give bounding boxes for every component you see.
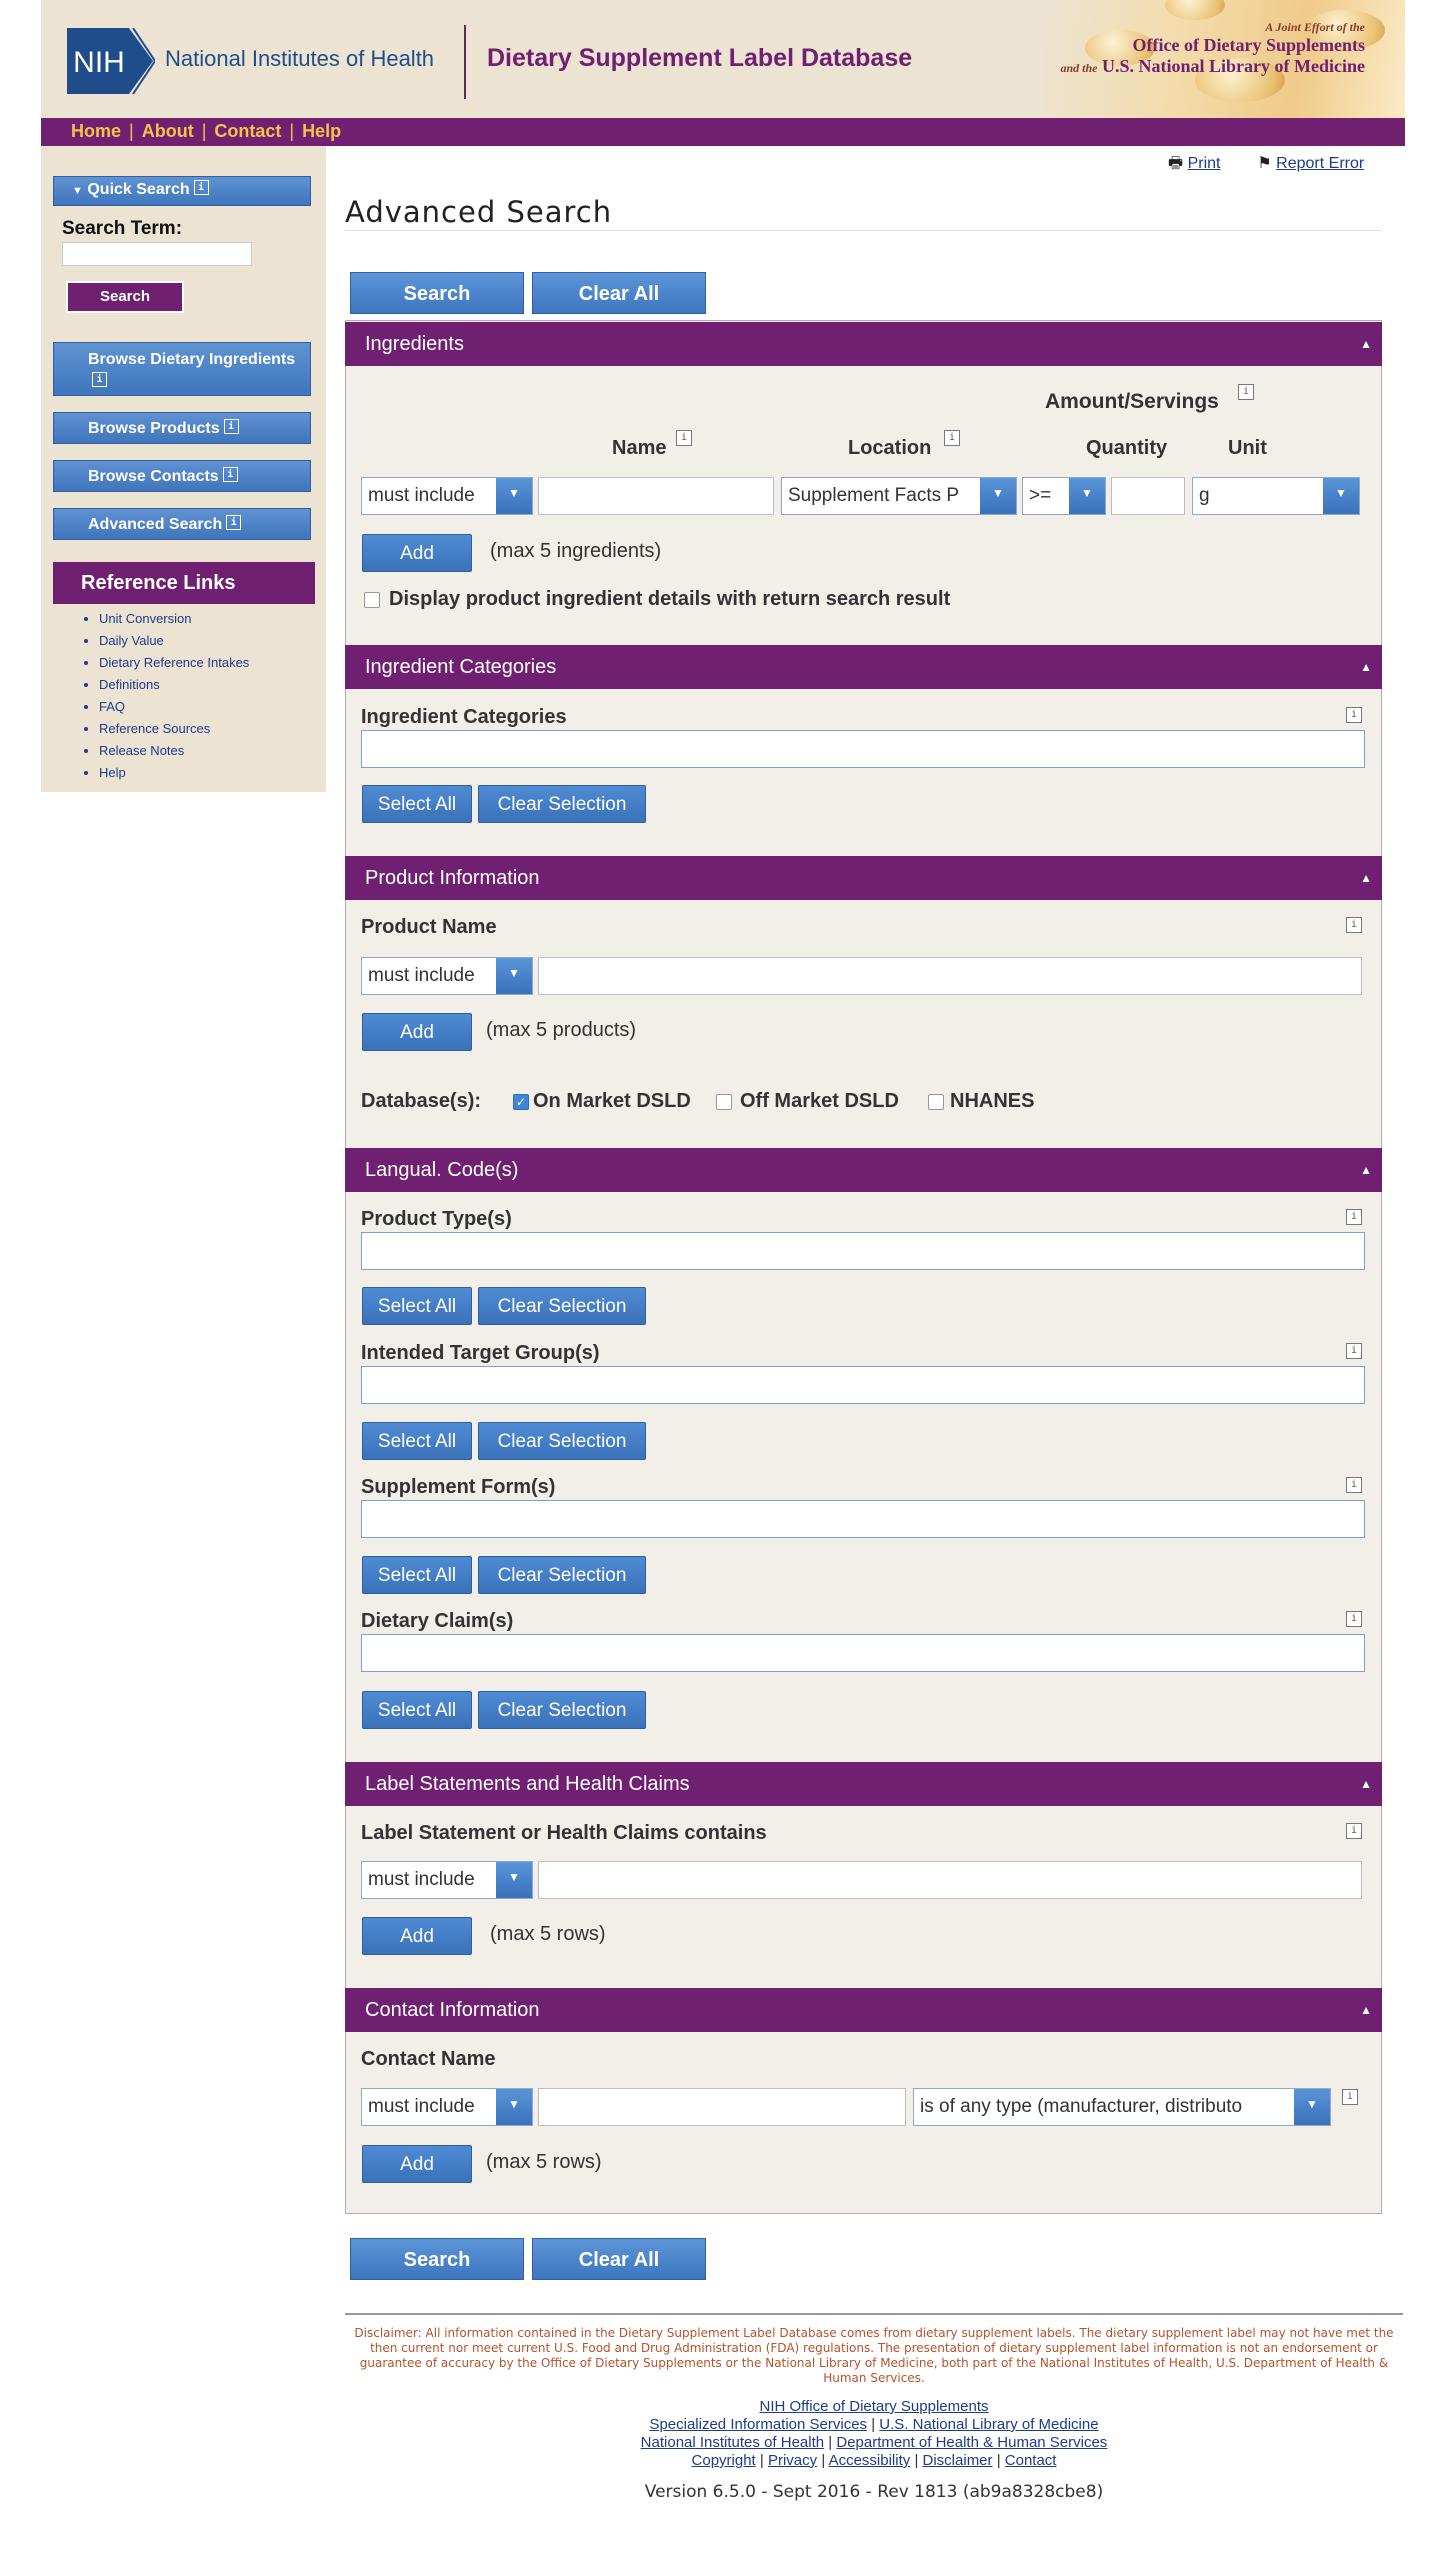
label-statements-section-title: Label Statements and Health Claims	[365, 1773, 690, 1795]
title-divider	[345, 230, 1381, 231]
reference-link[interactable]: • Dietary Reference Intakes	[99, 652, 249, 674]
clear-all-button-top[interactable]: Clear All	[532, 272, 706, 314]
chevron-down-icon: ▼	[496, 1862, 532, 1898]
max-label-rows-note: (max 5 rows)	[490, 1923, 606, 1945]
footer-link-nlm[interactable]: U.S. National Library of Medicine	[879, 2416, 1099, 2433]
label-statement-label: Label Statement or Health Claims contains	[361, 1822, 767, 1844]
supplement-forms-label: Supplement Form(s)	[361, 1476, 556, 1498]
select-all-dietary-claims-button[interactable]: Select All	[362, 1691, 472, 1729]
footer-link-accessibility[interactable]: Accessibility	[828, 2452, 911, 2469]
footer-link-sis[interactable]: Specialized Information Services	[649, 2416, 868, 2433]
footer-links	[345, 2398, 1403, 2470]
info-icon[interactable]: i	[1346, 1611, 1362, 1627]
ingredient-name-input[interactable]	[538, 477, 774, 515]
utility-links	[1168, 152, 1364, 179]
select-all-categories-button[interactable]: Select All	[362, 785, 472, 823]
ingredient-categories-field[interactable]	[361, 730, 1365, 768]
supplement-forms-field[interactable]	[361, 1500, 1365, 1538]
product-information-section-title: Product Information	[365, 867, 540, 889]
info-icon[interactable]: i	[224, 419, 239, 434]
add-product-button[interactable]: Add	[362, 1013, 472, 1051]
info-icon[interactable]: i	[1346, 1209, 1362, 1225]
label-statement-include-select[interactable]	[361, 1861, 533, 1899]
browse-products-button[interactable]	[53, 412, 311, 444]
contact-type-value: is of any type (manufacturer, distributo	[920, 2096, 1243, 2117]
footer-link-copyright[interactable]: Copyright	[691, 2452, 756, 2469]
reference-link[interactable]: • Definitions	[99, 674, 249, 696]
browse-contacts-button[interactable]	[53, 460, 311, 492]
footer-divider	[345, 2313, 1403, 2315]
reference-link[interactable]: • Unit Conversion	[99, 608, 249, 630]
reference-link[interactable]: • FAQ	[99, 696, 249, 718]
nhanes-label: NHANES	[950, 1090, 1035, 1112]
advanced-search-label: Advanced Search	[88, 516, 223, 533]
and-the-text: and the	[1060, 61, 1098, 75]
quantity-operator-value: >=	[1029, 485, 1052, 506]
product-include-value: must include	[368, 965, 475, 986]
label-statement-input[interactable]	[538, 1861, 1362, 1899]
browse-contacts-label: Browse Contacts	[88, 468, 219, 485]
target-groups-label: Intended Target Group(s)	[361, 1342, 600, 1364]
nav-home[interactable]: Home	[71, 121, 122, 141]
browse-ingredients-button[interactable]	[53, 342, 311, 396]
quick-search-label: Quick Search	[87, 181, 190, 198]
nlm-name: U.S. National Library of Medicine	[1102, 56, 1365, 76]
info-icon[interactable]: i	[92, 372, 107, 387]
partner-credit	[1060, 20, 1365, 77]
quick-search-input[interactable]	[62, 242, 252, 266]
info-icon[interactable]: i	[1346, 1343, 1362, 1359]
caret-up-icon[interactable]: ▲	[1360, 2003, 1372, 2017]
unit-label: Unit	[1228, 437, 1267, 459]
off-market-dsld-checkbox[interactable]	[716, 1094, 732, 1110]
add-contact-button[interactable]: Add	[362, 2145, 472, 2183]
chevron-down-icon: ▼	[496, 478, 532, 514]
nhanes-checkbox[interactable]	[928, 1094, 944, 1110]
product-types-label: Product Type(s)	[361, 1208, 512, 1230]
quantity-operator-select[interactable]	[1022, 477, 1106, 515]
langual-section-header[interactable]	[345, 1148, 1382, 1192]
footer-separator: |	[871, 2416, 876, 2433]
product-include-select[interactable]	[361, 957, 533, 995]
product-information-section-header[interactable]	[345, 856, 1382, 900]
caret-up-icon[interactable]: ▲	[1360, 1163, 1372, 1177]
clear-selection-supplement-forms-button[interactable]: Clear Selection	[478, 1556, 646, 1594]
nav-separator: |	[201, 121, 207, 141]
footer-separator: |	[759, 2452, 764, 2469]
ingredient-categories-label: Ingredient Categories	[361, 706, 567, 728]
footer-separator: |	[821, 2452, 826, 2469]
chevron-down-icon: ▼	[1294, 2089, 1330, 2125]
footer-link-nih[interactable]: National Institutes of Health	[640, 2434, 825, 2451]
unit-value: g	[1199, 485, 1210, 506]
ingredient-include-select[interactable]	[361, 477, 533, 515]
site-header	[41, 0, 1405, 118]
max-products-note: (max 5 products)	[486, 1019, 637, 1041]
reference-links-header: Reference Links	[53, 562, 315, 604]
caret-up-icon[interactable]: ▲	[1360, 337, 1372, 351]
info-icon[interactable]: i	[1238, 384, 1254, 400]
print-link[interactable]: Print	[1187, 155, 1221, 172]
target-groups-field[interactable]	[361, 1366, 1365, 1404]
contact-information-section-title: Contact Information	[365, 1999, 540, 2021]
footer-separator: |	[828, 2434, 833, 2451]
quick-search-button[interactable]: Search	[66, 281, 184, 313]
unit-select[interactable]	[1192, 477, 1360, 515]
caret-up-icon[interactable]: ▲	[1360, 871, 1372, 885]
footer-link-disclaimer[interactable]: Disclaimer	[922, 2452, 993, 2469]
info-icon[interactable]: i	[1342, 2089, 1358, 2105]
ingredient-location-label: Location	[848, 437, 932, 459]
ingredient-location-value: Supplement Facts P	[788, 485, 960, 506]
caret-up-icon[interactable]: ▲	[1360, 660, 1372, 674]
info-icon[interactable]: i	[1346, 917, 1362, 933]
contact-name-input[interactable]	[538, 2088, 906, 2126]
database-title[interactable]: Dietary Supplement Label Database	[487, 44, 913, 72]
info-icon[interactable]: i	[1346, 1823, 1362, 1839]
nav-separator: |	[289, 121, 295, 141]
nav-separator: |	[129, 121, 134, 141]
chevron-down-icon: ▼	[496, 2089, 532, 2125]
print-icon: 🖶	[1168, 155, 1184, 172]
disclaimer-text: Disclaimer: All information contained in the Dietary Supplement Label Database comes from dietary supplement labels. The dietary supplement label may not have met the then current nor meet current U.S. Food and Drug Administration (FDA) regulations. The presentation of dietary supplement label information is not an endorsement or guarantee of accuracy by the Office of Dietary Supplements or the National Library of Medicine, both part of the National Institutes of Health, U.S. Department of Health & Human Services.	[354, 2326, 1394, 2385]
select-all-target-groups-button[interactable]: Select All	[362, 1422, 472, 1460]
display-details-checkbox[interactable]	[364, 592, 380, 608]
ingredients-section-title: Ingredients	[365, 333, 464, 355]
amount-servings-label: Amount/Servings	[1045, 390, 1219, 413]
search-button-bottom[interactable]: Search	[350, 2238, 524, 2280]
nih-logo-text: NIH	[73, 46, 125, 79]
ingredients-section-header[interactable]	[345, 322, 1382, 366]
report-error-link[interactable]: Report Error	[1276, 155, 1365, 172]
quick-search-toggle[interactable]	[53, 176, 311, 206]
product-types-field[interactable]	[361, 1232, 1365, 1270]
flag-icon: ⚑	[1257, 155, 1272, 172]
off-market-dsld-label: Off Market DSLD	[740, 1090, 899, 1112]
display-details-label: Display product ingredient details with return search result	[389, 588, 951, 610]
product-name-label: Product Name	[361, 916, 497, 938]
caret-up-icon[interactable]: ▲	[1360, 1777, 1372, 1791]
databases-label: Database(s):	[361, 1090, 482, 1112]
contact-include-value: must include	[368, 2096, 475, 2117]
browse-ingredients-label: Browse Dietary Ingredients	[88, 351, 296, 368]
info-icon[interactable]: i	[944, 430, 960, 446]
max-contact-rows-note: (max 5 rows)	[486, 2151, 602, 2173]
reference-link[interactable]: • Help	[99, 762, 249, 784]
info-icon[interactable]: i	[223, 467, 238, 482]
browse-products-label: Browse Products	[88, 420, 220, 437]
nav-contact[interactable]: Contact	[214, 121, 282, 141]
clear-selection-dietary-claims-button[interactable]: Clear Selection	[478, 1691, 646, 1729]
joint-effort-text: A Joint Effort of the	[1265, 20, 1365, 34]
quantity-label: Quantity	[1086, 437, 1168, 459]
contact-include-select[interactable]	[361, 2088, 533, 2126]
footer-link-contact[interactable]: Contact	[1004, 2452, 1057, 2469]
contact-information-section-header[interactable]	[345, 1988, 1382, 2032]
select-all-product-types-button[interactable]: Select All	[362, 1287, 472, 1325]
reference-links-list	[81, 608, 249, 784]
clear-selection-categories-button[interactable]: Clear Selection	[478, 785, 646, 823]
add-label-statement-button[interactable]: Add	[362, 1917, 472, 1955]
quantity-input[interactable]	[1111, 477, 1185, 515]
header-divider	[464, 25, 466, 99]
footer-link-hhs[interactable]: Department of Health & Human Services	[836, 2434, 1108, 2451]
page-title: Advanced Search	[345, 195, 613, 229]
clear-selection-target-groups-button[interactable]: Clear Selection	[478, 1422, 646, 1460]
info-icon[interactable]: i	[676, 430, 692, 446]
info-icon[interactable]: i	[1346, 707, 1362, 723]
ingredient-include-value: must include	[368, 485, 475, 506]
reference-link[interactable]: • Release Notes	[99, 740, 249, 762]
add-ingredient-button[interactable]: Add	[362, 534, 472, 572]
ingredient-location-select[interactable]	[781, 477, 1017, 515]
reference-link[interactable]: • Daily Value	[99, 630, 249, 652]
dietary-claims-label: Dietary Claim(s)	[361, 1610, 514, 1632]
footer-separator: |	[914, 2452, 919, 2469]
max-ingredients-note: (max 5 ingredients)	[490, 540, 662, 562]
nav-help[interactable]: Help	[302, 121, 342, 141]
chevron-down-icon: ▼	[980, 478, 1016, 514]
footer-link-ods[interactable]: NIH Office of Dietary Supplements	[759, 2398, 989, 2415]
version-text: Version 6.5.0 - Sept 2016 - Rev 1813 (ab9a8328cbe8)	[644, 2482, 1104, 2502]
nih-name[interactable]: National Institutes of Health	[165, 46, 435, 71]
ods-credit: Office of Dietary Supplements	[1132, 35, 1365, 55]
product-name-input[interactable]	[538, 957, 1362, 995]
footer-link-privacy[interactable]: Privacy	[767, 2452, 818, 2469]
langual-section-title: Langual. Code(s)	[365, 1159, 519, 1181]
select-all-supplement-forms-button[interactable]: Select All	[362, 1556, 472, 1594]
sidebar	[41, 146, 326, 792]
clear-all-button-bottom[interactable]: Clear All	[532, 2238, 706, 2280]
footer-separator: |	[996, 2452, 1001, 2469]
dietary-claims-field[interactable]	[361, 1634, 1365, 1672]
reference-link[interactable]: • Reference Sources	[99, 718, 249, 740]
ingredient-categories-section-title: Ingredient Categories	[365, 656, 557, 678]
contact-name-label: Contact Name	[361, 2048, 496, 2070]
search-button-top[interactable]: Search	[350, 272, 524, 314]
label-statements-section-header[interactable]	[345, 1762, 1382, 1806]
checkbox-checked-icon[interactable]: ✓	[513, 1094, 529, 1110]
on-market-dsld-label: On Market DSLD	[533, 1090, 691, 1112]
advanced-search-button[interactable]	[53, 508, 311, 540]
ingredient-categories-section-header[interactable]	[345, 645, 1382, 689]
nih-logo[interactable]	[67, 28, 155, 94]
chevron-down-icon: ▼	[496, 958, 532, 994]
clear-selection-product-types-button[interactable]: Clear Selection	[478, 1287, 646, 1325]
label-statement-include-value: must include	[368, 1869, 475, 1890]
ingredient-name-label: Name	[612, 437, 667, 459]
nlm-credit	[1060, 56, 1365, 77]
chevron-down-icon: ▼	[1323, 478, 1359, 514]
nav-about[interactable]: About	[141, 121, 194, 141]
info-icon[interactable]: i	[194, 180, 209, 195]
top-nav	[41, 118, 1405, 146]
caret-down-icon: ▼	[72, 185, 83, 197]
info-icon[interactable]: i	[1346, 1477, 1362, 1493]
search-term-label: Search Term:	[62, 218, 183, 239]
info-icon[interactable]: i	[226, 515, 241, 530]
chevron-down-icon: ▼	[1069, 478, 1105, 514]
contact-type-select[interactable]	[913, 2088, 1331, 2126]
